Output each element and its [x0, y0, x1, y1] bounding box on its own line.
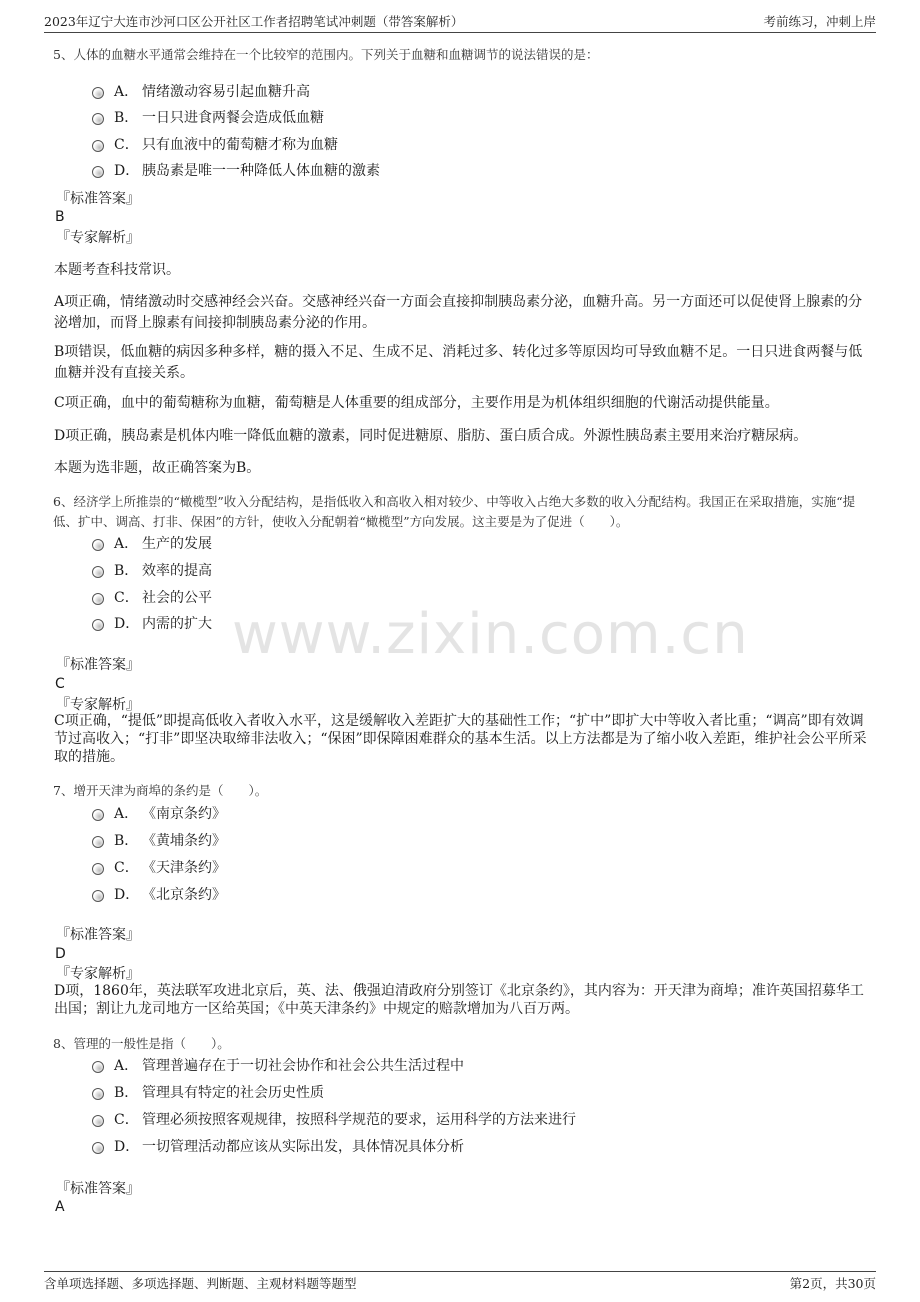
q8-answer-label: 『标准答案』	[56, 1181, 140, 1197]
q5-option-d[interactable]: D． 胰岛素是唯一一种降低人体血糖的激素	[92, 160, 380, 182]
radio-icon[interactable]	[92, 863, 104, 875]
page-number: 第2页，共30页	[789, 1276, 876, 1291]
q5-analysis-label: 『专家解析』	[56, 230, 140, 246]
q7-option-a[interactable]: A． 《南京条约》	[92, 803, 226, 825]
q8-option-c[interactable]: C． 管理必须按照客观规律，按照科学规范的要求，运用科学的方法来进行	[92, 1109, 576, 1131]
q6-analysis-label: 『专家解析』	[56, 697, 140, 713]
radio-icon[interactable]	[92, 890, 104, 902]
radio-icon[interactable]	[92, 809, 104, 821]
q8-answer: A	[55, 1199, 65, 1215]
radio-icon[interactable]	[92, 140, 104, 152]
document-title: 2023年辽宁大连市沙河口区公开社区工作者招聘笔试冲刺题（带答案解析）	[44, 14, 464, 29]
radio-icon[interactable]	[92, 566, 104, 578]
footer-question-types: 含单项选择题、多项选择题、判断题、主观材料题等题型	[44, 1276, 357, 1291]
q6-analysis: C项正确，“提低”即提高低收入者收入水平，这是缓解收入差距扩大的基础性工作；“扩中”即扩大中等收入者比重；“调高”即有效调节过高收入；“打非”即坚决取缔非法收入；“保困”即保障困难群众的基本生活。以上方法都是为了缩小收入差距，维护社会公平所采取的措施。	[54, 713, 867, 765]
radio-icon[interactable]	[92, 1061, 104, 1073]
page-footer	[44, 1271, 876, 1294]
q7-answer: D	[55, 946, 66, 962]
radio-icon[interactable]	[92, 166, 104, 178]
q8-option-d[interactable]: D． 一切管理活动都应该从实际出发，具体情况具体分析	[92, 1136, 464, 1158]
radio-icon[interactable]	[92, 593, 104, 605]
q5-option-b[interactable]: B． 一日只进食两餐会造成低血糖	[92, 107, 324, 129]
q7-option-c[interactable]: C． 《天津条约》	[92, 857, 226, 879]
q6-option-b[interactable]: B． 效率的提高	[92, 560, 212, 582]
question-5-stem: 5、人体的血糖水平通常会维持在一个比较窄的范围内。下列关于血糖和血糖调节的说法错误的是：	[53, 47, 599, 62]
q5-analysis-intro: 本题考查科技常识。	[54, 262, 180, 278]
question-6-stem: 6、经济学上所推崇的“橄榄型”收入分配结构，是指低收入和高收入相对较少、中等收入占绝大多数的收入分配结构。我国正在采取措施，实施“提低、扩中、调高、打非、保困”的方针，使收入分配朝着“橄榄型”方向发展。这主要是为了促进（ ）。	[53, 494, 856, 529]
question-8-stem: 8、管理的一般性是指（ ）。	[53, 1036, 230, 1051]
q5-option-c[interactable]: C． 只有血液中的葡萄糖才称为血糖	[92, 134, 338, 156]
q5-answer-label: 『标准答案』	[56, 191, 140, 207]
q7-analysis: D项，1860年，英法联军攻进北京后，英、法、俄强迫清政府分别签订《北京条约》，其内容为：开天津为商埠；准许英国招募华工出国；割让九龙司地方一区给英国；《中英天津条约》中规定的赔款增加为八百万两。	[54, 983, 864, 1017]
q5-analysis-d: D项正确，胰岛素是机体内唯一降低血糖的激素，同时促进糖原、脂肪、蛋白质合成。外源性胰岛素主要用来治疗糖尿病。	[54, 428, 808, 444]
q6-answer: C	[55, 676, 65, 692]
q7-analysis-label: 『专家解析』	[56, 966, 140, 982]
q5-option-a[interactable]: A． 情绪激动容易引起血糖升高	[92, 81, 310, 103]
q5-analysis-conclusion: 本题为选非题，故正确答案为B。	[54, 460, 261, 476]
radio-icon[interactable]	[92, 1088, 104, 1100]
radio-icon[interactable]	[92, 836, 104, 848]
q5-analysis-b: B项错误，低血糖的病因多种多样，糖的摄入不足、生成不足、消耗过多、转化过多等原因均可导致血糖不足。一日只进食两餐与低血糖并没有直接关系。	[54, 344, 863, 381]
watermark: www.zixin.com.cn	[232, 602, 749, 667]
q7-answer-label: 『标准答案』	[56, 927, 140, 943]
radio-icon[interactable]	[92, 1115, 104, 1127]
q5-answer: B	[55, 209, 65, 225]
radio-icon[interactable]	[92, 1142, 104, 1154]
question-7-stem: 7、增开天津为商埠的条约是（ ）。	[53, 783, 268, 798]
q6-option-c[interactable]: C． 社会的公平	[92, 587, 212, 609]
header-slogan: 考前练习，冲刺上岸	[763, 14, 876, 29]
q6-answer-label: 『标准答案』	[56, 657, 140, 673]
q6-option-a[interactable]: A． 生产的发展	[92, 533, 212, 555]
page-header	[44, 12, 876, 33]
radio-icon[interactable]	[92, 539, 104, 551]
q7-option-b[interactable]: B． 《黄埔条约》	[92, 830, 226, 852]
q7-option-d[interactable]: D． 《北京条约》	[92, 884, 226, 906]
q5-analysis-c: C项正确，血中的葡萄糖称为血糖，葡萄糖是人体重要的组成部分，主要作用是为机体组织细胞的代谢活动提供能量。	[54, 395, 779, 411]
q5-analysis-a: A项正确，情绪激动时交感神经会兴奋。交感神经兴奋一方面会直接抑制胰岛素分泌，血糖升高。另一方面还可以促使肾上腺素的分泌增加，而肾上腺素有间接抑制胰岛素分泌的作用。	[54, 294, 863, 331]
radio-icon[interactable]	[92, 619, 104, 631]
radio-icon[interactable]	[92, 113, 104, 125]
q8-option-b[interactable]: B． 管理具有特定的社会历史性质	[92, 1082, 324, 1104]
radio-icon[interactable]	[92, 87, 104, 99]
q8-option-a[interactable]: A． 管理普遍存在于一切社会协作和社会公共生活过程中	[92, 1055, 464, 1077]
q6-option-d[interactable]: D． 内需的扩大	[92, 613, 212, 635]
